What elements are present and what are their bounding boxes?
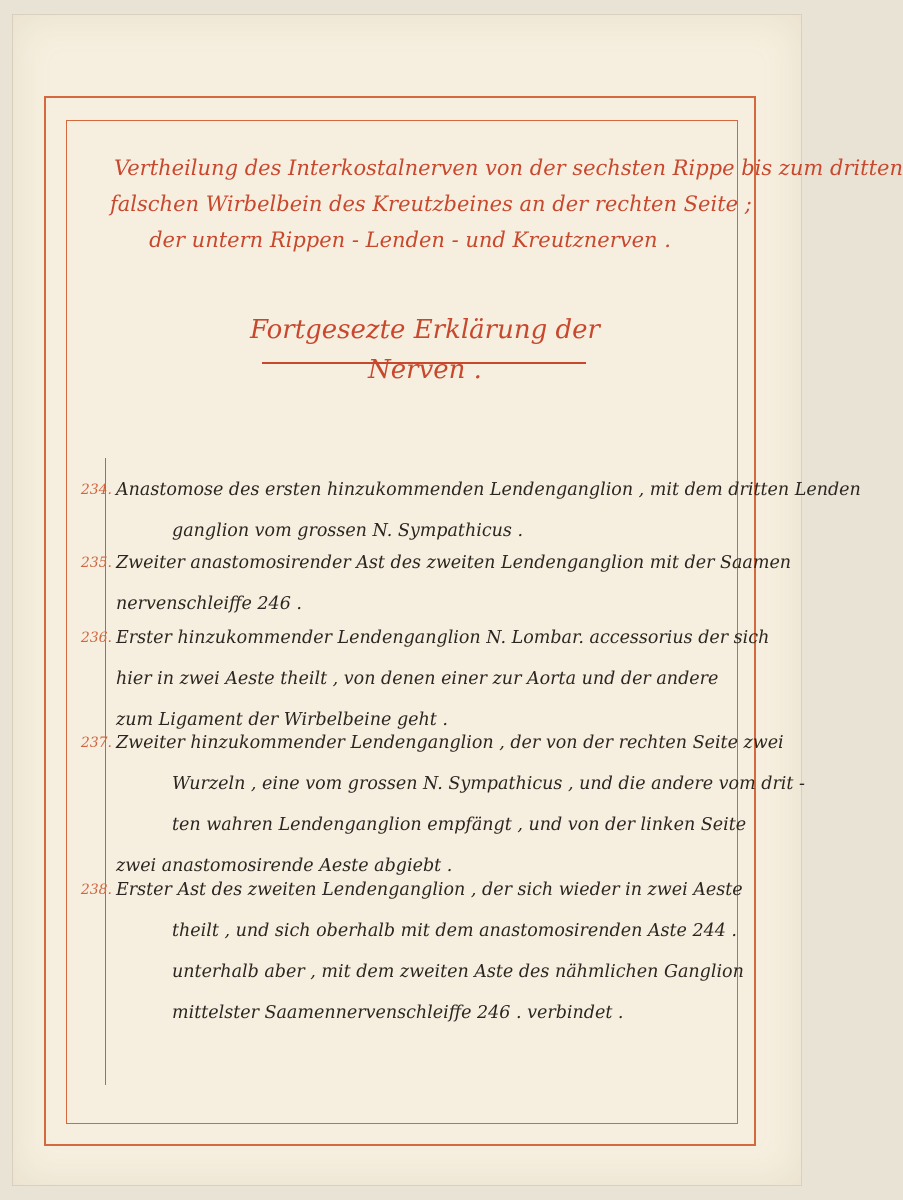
entry-number: 238.: [80, 882, 112, 898]
heading-line: Vertheilung des Interkostalnerven von der sechsten Rippe bis zum dritten: [114, 156, 903, 180]
entry-line: Zweiter hinzukommender Lendenganglion , der von der rechten Seite zwei: [116, 733, 784, 753]
entry-line: nervenschleiffe 246 .: [116, 594, 302, 614]
entry-line: Wurzeln , eine vom grossen N. Sympathicus , und die andere vom drit -: [172, 774, 805, 794]
entry-text: [116, 723, 805, 887]
entry-line: ganglion vom grossen N. Sympathicus .: [172, 521, 524, 541]
entry-number: 236.: [80, 630, 112, 646]
entry-line: Erster hinzukommender Lendenganglion N. Lombar. accessorius der sich: [116, 628, 770, 648]
entry-number: 237.: [80, 735, 112, 751]
entry-line: Zweiter anastomosirender Ast des zweiten Lendenganglion mit der Saamen: [116, 553, 792, 573]
section-subtitle: Fortgesezte Erklärung der Nerven .: [250, 315, 600, 385]
entry-line: Anastomose des ersten hinzukommenden Lendenganglion , mit dem dritten Lenden: [116, 480, 861, 500]
entry-line: ten wahren Lendenganglion empfängt , und von der linken Seite: [172, 815, 747, 835]
entry-text: [116, 543, 792, 625]
entry-line: theilt , und sich oberhalb mit dem anastomosirenden Aste 244 .: [172, 921, 737, 941]
entry-line: unterhalb aber , mit dem zweiten Aste des nähmlichen Ganglion: [172, 962, 744, 982]
entry-line: Erster Ast des zweiten Lendenganglion , der sich wieder in zwei Aeste: [116, 880, 743, 900]
entry-line: hier in zwei Aeste theilt , von denen einer zur Aorta und der andere: [116, 669, 719, 689]
heading-line: der untern Rippen - Lenden - und Kreutznerven .: [149, 228, 671, 252]
entry-number: 234.: [80, 482, 112, 498]
entry-text: [116, 870, 748, 1034]
entry-line: zwei anastomosirende Aeste abgiebt .: [116, 856, 453, 876]
entry-number: 235.: [80, 555, 112, 571]
subtitle-underline: [262, 362, 586, 364]
entry-text: [116, 470, 861, 552]
entry-line: mittelster Saamennervenschleiffe 246 . verbindet .: [172, 1003, 624, 1023]
entry-line: zum Ligament der Wirbelbeine geht .: [116, 710, 448, 730]
page-heading: [110, 150, 903, 258]
heading-line: falschen Wirbelbein des Kreutzbeines an der rechten Seite ;: [110, 192, 752, 216]
